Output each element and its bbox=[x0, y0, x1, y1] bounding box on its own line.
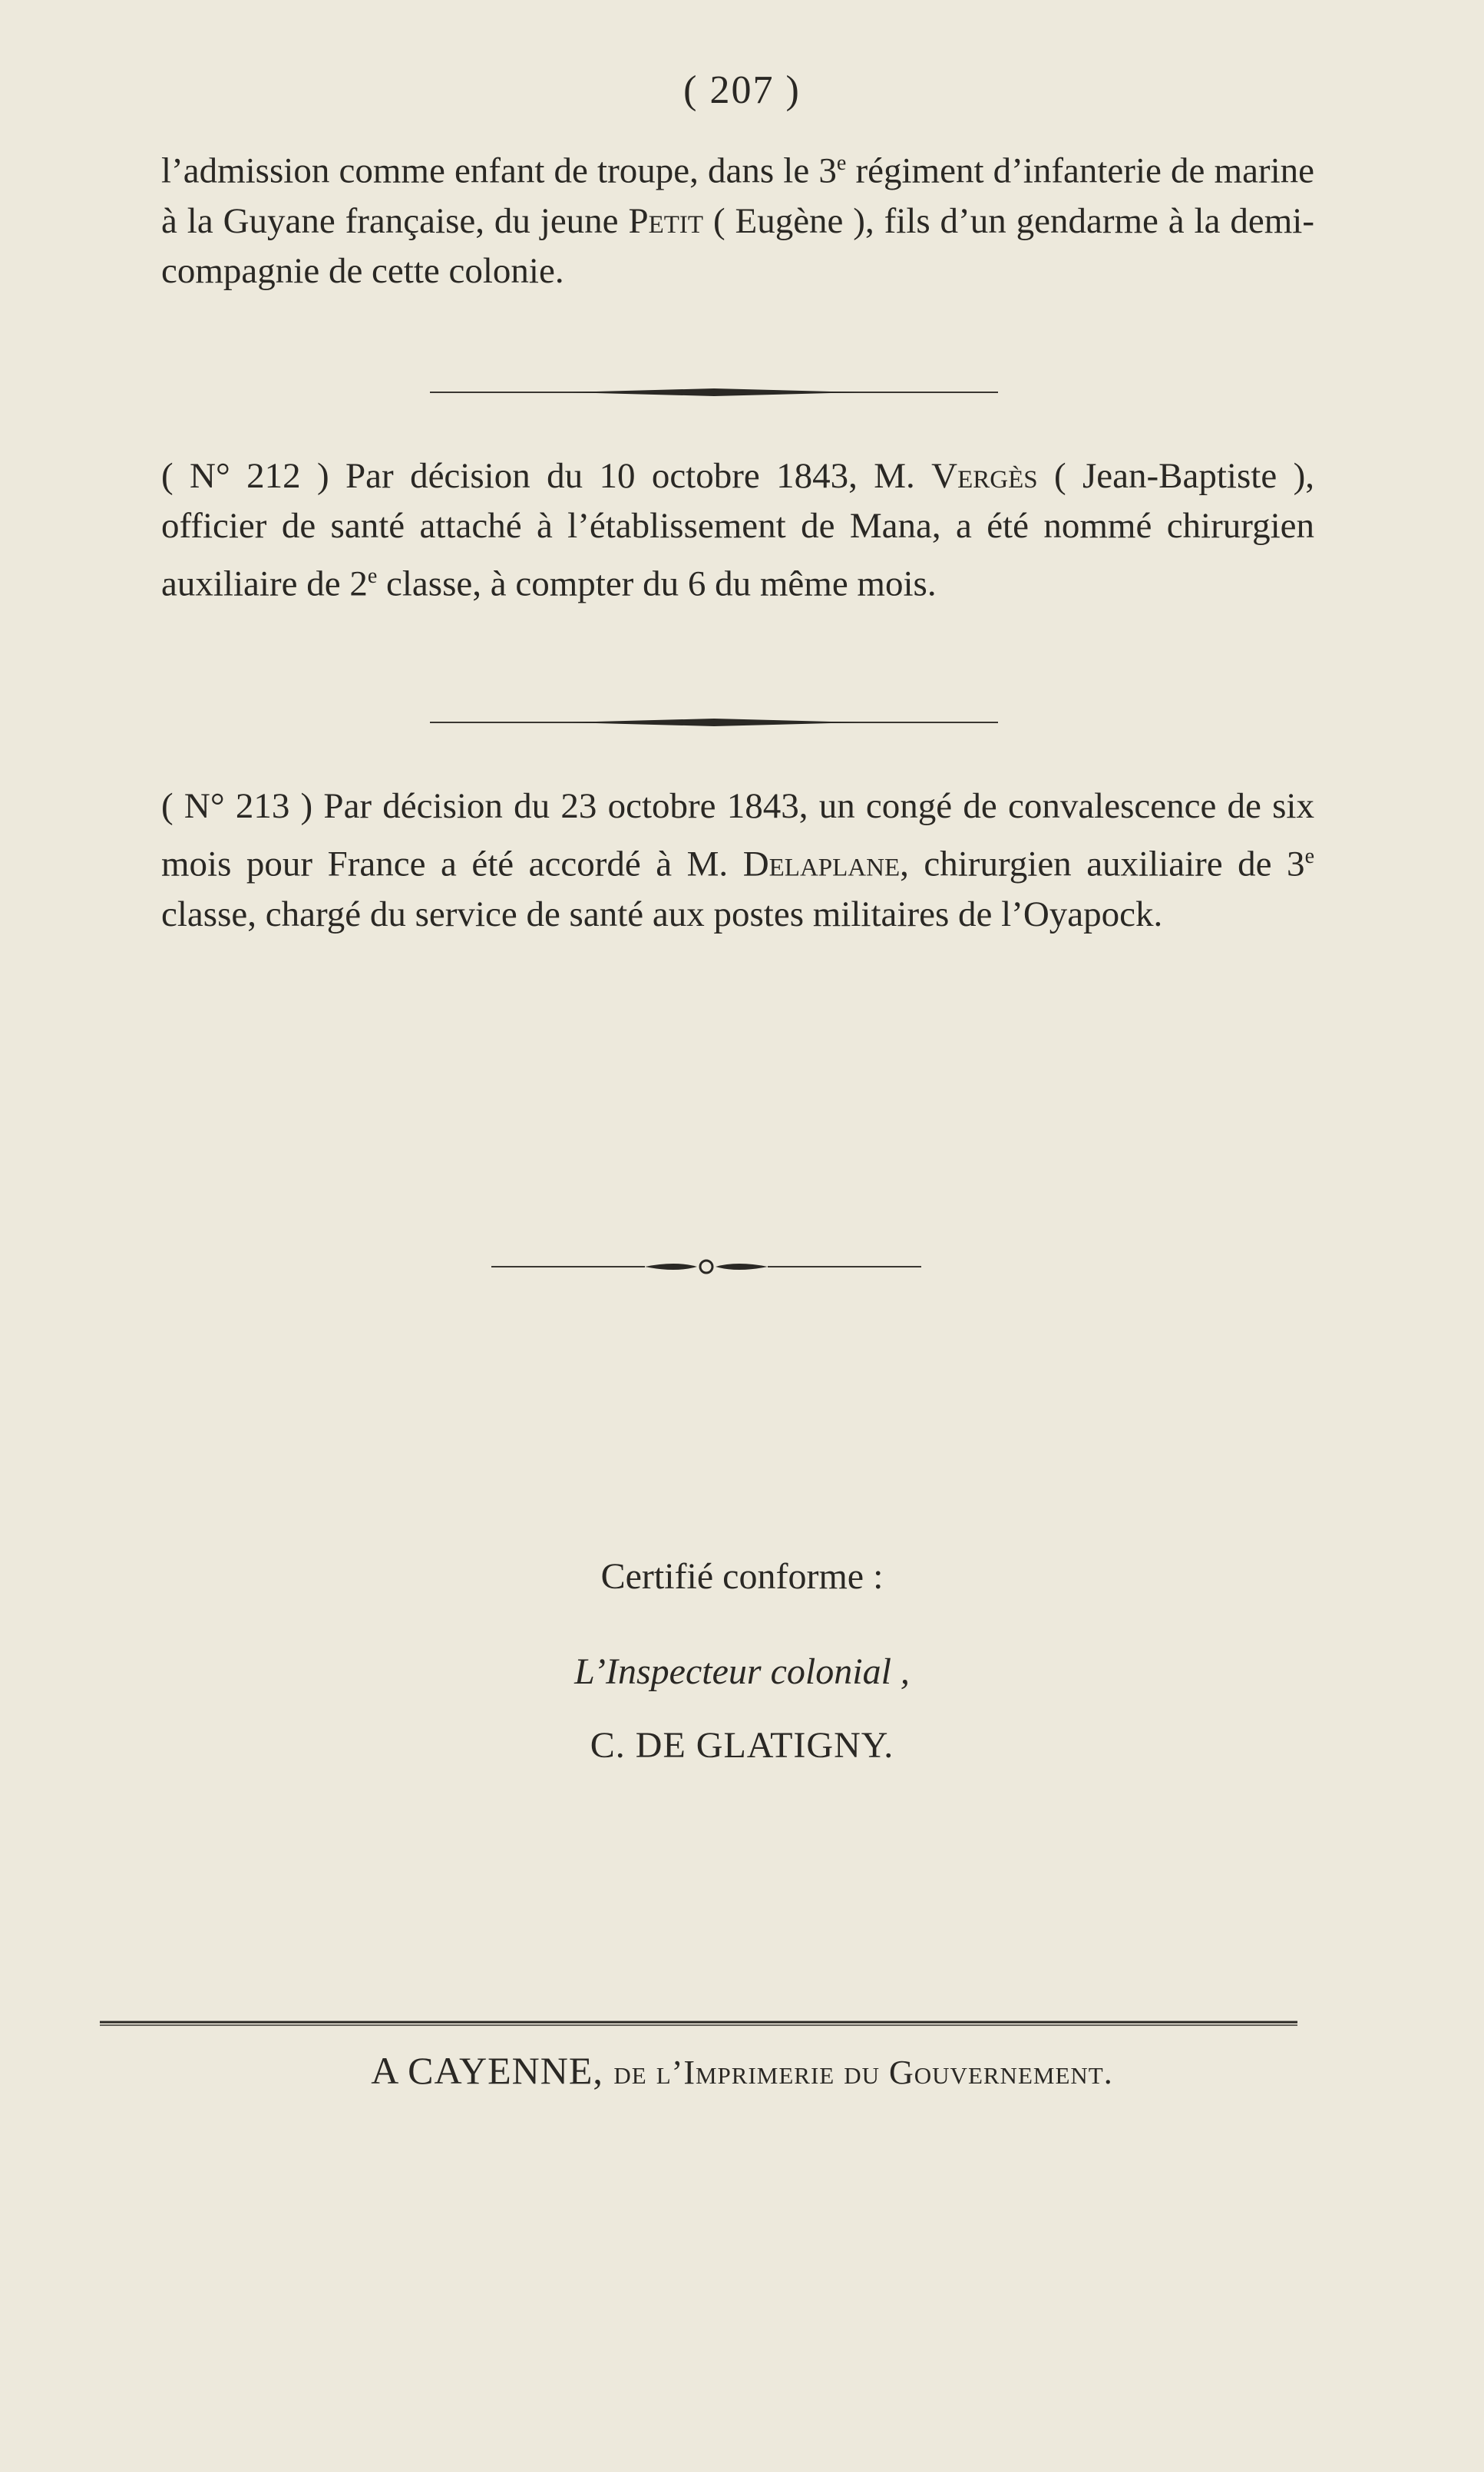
continued-paragraph bbox=[161, 138, 1314, 296]
certification-line: Certifié conforme : bbox=[600, 1556, 884, 1597]
continued-text-part3: ( Eugène ), fils d’un gendarme à la demi-compagnie de cette colonie. bbox=[161, 200, 1314, 291]
entry-number: ( N° 213 ) bbox=[161, 786, 313, 826]
superscript: e bbox=[367, 564, 378, 588]
footer-rule bbox=[100, 2021, 1297, 2027]
printer-name: de l’Imprimerie du Gouvernement. bbox=[613, 2054, 1113, 2091]
entry-text-part2: ( Jean-Baptiste ), officier de santé attaché à l’établissement de Mana, a été nommé chirurgien auxiliaire de 2 bbox=[161, 456, 1314, 604]
superscript: e bbox=[1304, 844, 1314, 868]
separator-rule bbox=[430, 387, 998, 398]
entry-text-part2: , chirurgien auxiliaire de 3 bbox=[900, 844, 1305, 884]
superscript: e bbox=[836, 151, 847, 175]
continued-text-part2: régiment d’infanterie de marine à la Guyane française, du jeune bbox=[161, 150, 1315, 241]
entry-212 bbox=[161, 451, 1314, 610]
entry-213 bbox=[161, 782, 1314, 940]
entry-number: ( N° 212 ) bbox=[161, 456, 329, 496]
entry-text-part3: classe, à compter du 6 du même mois. bbox=[377, 563, 937, 604]
entry-text-part1: Par décision du 23 octobre 1843, un congé de convalescence de six mois pour France a été accordé à M. bbox=[161, 786, 1314, 884]
page-number: ( 207 ) bbox=[683, 68, 801, 112]
person-name: Petit bbox=[628, 200, 704, 241]
ornament-divider bbox=[491, 1256, 921, 1277]
separator-rule bbox=[430, 717, 998, 728]
printer-imprint bbox=[0, 2048, 1484, 2093]
entry-text-part1: Par décision du 10 octobre 1843, M. bbox=[329, 456, 932, 496]
inspector-title: L’Inspecteur colonial , bbox=[574, 1651, 910, 1692]
continued-text-part1: l’admission comme enfant de troupe, dans le 3 bbox=[161, 150, 837, 191]
person-name: Delaplane bbox=[742, 844, 901, 884]
printer-city: A CAYENNE, bbox=[371, 2049, 603, 2092]
entry-text-part3: classe, chargé du service de santé aux postes militaires de l’Oyapock. bbox=[161, 894, 1163, 934]
signatory-name: C. DE GLATIGNY. bbox=[590, 1725, 894, 1766]
person-name: Vergès bbox=[931, 456, 1038, 496]
